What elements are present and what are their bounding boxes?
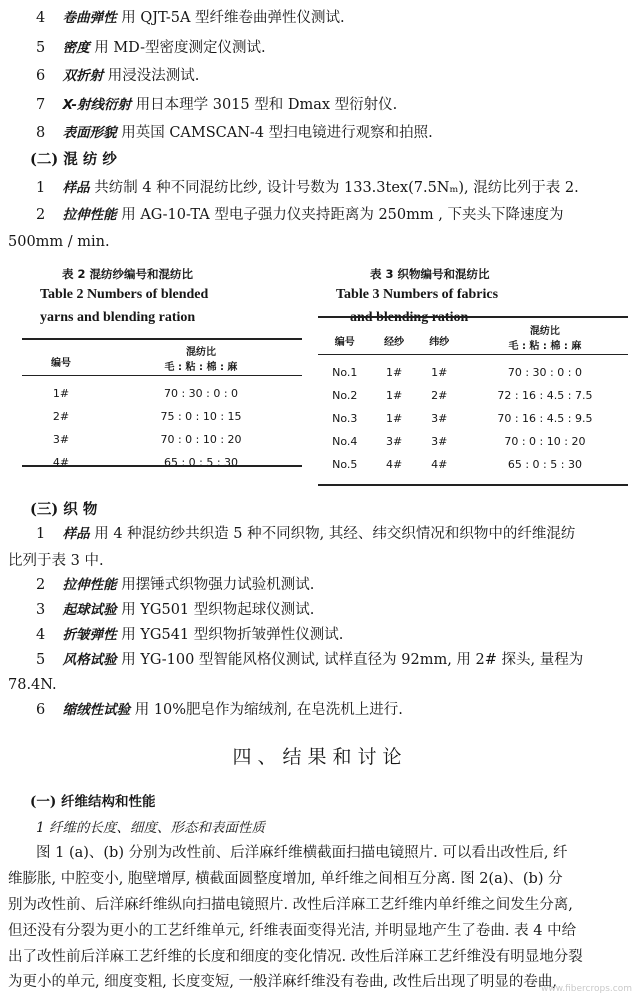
table-row: [318, 355, 628, 385]
table2: [22, 341, 302, 474]
fabric-item-2: [8, 575, 630, 595]
item-term: 样品: [62, 526, 90, 542]
method-item-8: [8, 123, 630, 143]
table2-bottom-rule: [22, 465, 302, 467]
paragraph-line-4: 但还没有分裂为更小的工艺纤维单元, 纤维表面变得光洁, 并明显地产生了卷曲. 表 4 中给: [8, 923, 577, 939]
item-text: 500mm / min.: [8, 234, 110, 250]
item-text: 用 10%肥皂作为缩绒剂, 在皂洗机上进行.: [134, 702, 403, 718]
table3-cell-weft: 3#: [431, 412, 448, 425]
item-text: 用 MD-型密度测定仪测试.: [94, 40, 266, 56]
table-row: [22, 428, 302, 451]
table2-cell-ratio: 65 : 0 : 5 : 30: [163, 456, 239, 469]
item-number: 2: [36, 207, 46, 223]
table3-caption-en-line1: Table 3 Numbers of fabrics: [336, 287, 499, 302]
item-term: X-射线衍射: [62, 97, 132, 113]
item-text: 用日本理学 3015 型和 Dmax 型衍射仪.: [135, 97, 398, 113]
item-term: 卷曲弹性: [62, 10, 117, 26]
item-number: 3: [36, 602, 46, 618]
watermark: www.fibercrops.com: [541, 984, 632, 994]
item-text: 用 AG-10-TA 型电子强力仪夹持距离为 250mm , 下夹头下降速度为: [121, 207, 564, 223]
item-number: 1: [36, 180, 46, 196]
item-term: 折皱弹性: [62, 627, 117, 643]
fabric-item-1: [8, 524, 630, 544]
item-text: 78.4N.: [8, 677, 57, 693]
table3-top-rule: [318, 316, 628, 318]
table3-header-row: [318, 320, 628, 355]
paragraph-line-5: 出了改性前后洋麻工艺纤维的长度和细度的变化情况. 改性后洋麻工艺纤维没有明显地分裂: [8, 949, 583, 965]
table2-cell-id: 1#: [52, 387, 70, 400]
table3-cell-ratio: 70 : 30 : 0 : 0: [507, 366, 582, 379]
item-text: 用 QJT-5A 型纤维卷曲弹性仪测试.: [121, 10, 345, 26]
item-number: 5: [36, 40, 46, 56]
table3-cell-id: No.1: [332, 366, 358, 379]
table2-header-id: 编号: [22, 341, 100, 376]
table3-cell-id: No.4: [332, 435, 358, 448]
fabric-item-1-cont: [8, 551, 630, 571]
paragraph-line-2: 维膨胀, 中腔变小, 胞壁增厚, 横截面圆整度增加, 单纤维之间相互分离. 图 2(a)、(b) 分: [8, 871, 563, 887]
table-row: [318, 384, 628, 407]
table3-cell-weft: 3#: [431, 435, 448, 448]
table3-cell-ratio: 70 : 16 : 4.5 : 9.5: [497, 412, 593, 425]
table-row: [318, 407, 628, 430]
fabric-item-3: [8, 600, 630, 620]
table3-header-id: 编号: [318, 320, 372, 355]
table3-cell-weft: 1#: [431, 366, 448, 379]
table3-header-warp: 经纱: [372, 320, 417, 355]
method-item-4: [8, 8, 630, 28]
table3-caption-cn: 表 3 织物编号和混纺比: [370, 267, 490, 281]
item-term: 起球试验: [62, 602, 117, 618]
item-text: 用英国 CAMSCAN-4 型扫电镜进行观察和拍照.: [121, 125, 433, 141]
table2-cell-ratio: 70 : 0 : 10 : 20: [160, 433, 242, 446]
method-item-6: [8, 66, 630, 86]
item-number: 6: [36, 68, 46, 84]
table3: [318, 320, 628, 476]
subsection-item-1: 1 纤维的长度、细度、形态和表面性质: [36, 820, 265, 836]
table2-cell-id: 2#: [52, 410, 70, 423]
item-text: 用摆锤式织物强力试验机测试.: [121, 577, 315, 593]
table3-cell-warp: 3#: [386, 435, 403, 448]
table2-cell-ratio: 70 : 30 : 0 : 0: [163, 387, 239, 400]
item-term: 缩绒性试验: [62, 702, 131, 718]
table3-caption-en-line2: and blending ration: [350, 310, 469, 325]
table3-cell-warp: 1#: [386, 412, 403, 425]
fabric-item-6: [8, 700, 630, 720]
table3-bottom-rule: [318, 484, 628, 486]
subsection-heading-fiber: (一) 纤维结构和性能: [30, 794, 156, 810]
item-number: 7: [36, 97, 46, 113]
item-term: 样品: [62, 180, 90, 196]
item-text: 用 YG541 型织物折皱弹性仪测试.: [121, 627, 344, 643]
item-text: 用浸没法测试.: [107, 68, 200, 84]
paragraph-line-6: 为更小的单元, 细度变粗, 长度变短, 一般洋麻纤维没有卷曲, 改性后出现了明显的卷曲,: [8, 974, 557, 990]
method-item-5: [8, 38, 630, 58]
fabric-item-5-cont: [8, 675, 630, 695]
table3-cell-id: No.5: [332, 458, 358, 471]
item-number: 8: [36, 125, 46, 141]
table3-cell-warp: 1#: [386, 366, 403, 379]
table-row: [318, 430, 628, 453]
item-number: 1: [36, 526, 46, 542]
method-item-7: [8, 95, 630, 115]
table-row: [22, 405, 302, 428]
blend-item-1: [8, 178, 630, 198]
table2-header-ratio: 混纺比 毛 : 粘 : 棉 : 麻: [100, 341, 302, 376]
item-term: 风格试验: [62, 652, 117, 668]
fabric-item-4: [8, 625, 630, 645]
table2-caption-cn: 表 2 混纺纱编号和混纺比: [62, 267, 194, 281]
item-number: 6: [36, 702, 46, 718]
table3-header-weft: 纬纱: [417, 320, 462, 355]
table3-cell-id: No.2: [332, 389, 358, 402]
table2-caption-en-line2: yarns and blending ration: [40, 310, 196, 325]
item-term: 表面形貌: [62, 125, 117, 141]
blend-item-2: [8, 205, 630, 225]
item-text: 用 YG501 型织物起球仪测试.: [121, 602, 315, 618]
item-text: 用 YG-100 型智能风格仪测试, 试样直径为 92mm, 用 2# 探头, 量程为: [121, 652, 584, 668]
paragraph-line-1: 图 1 (a)、(b) 分别为改性前、后洋麻纤维横截面扫描电镜照片. 可以看出改性后, 纤: [36, 845, 568, 861]
table2-cell-ratio: 75 : 0 : 10 : 15: [160, 410, 242, 423]
item-number: 2: [36, 577, 46, 593]
table3-cell-ratio: 70 : 0 : 10 : 20: [504, 435, 586, 448]
section-heading-blended-yarn: (二) 混 纺 纱: [30, 151, 117, 168]
table3-cell-warp: 4#: [386, 458, 403, 471]
item-number: 4: [36, 627, 46, 643]
section-heading-fabric: (三) 织 物: [30, 501, 98, 518]
table2-cell-id: 4#: [52, 456, 70, 469]
item-term: 密度: [62, 40, 90, 56]
table3-cell-id: No.3: [332, 412, 358, 425]
item-term: 拉伸性能: [62, 577, 117, 593]
fabric-item-5: [8, 650, 630, 670]
table2-caption-en-line1: Table 2 Numbers of blended: [40, 287, 209, 302]
paragraph-line-3: 别为改性前、后洋麻纤维纵向扫描电镜照片. 改性后洋麻工艺纤维内单纤维之间发生分离,: [8, 897, 573, 913]
blend-item-2-cont: [8, 232, 630, 252]
table3-cell-ratio: 65 : 0 : 5 : 30: [507, 458, 582, 471]
table2-cell-id: 3#: [52, 433, 70, 446]
table2-top-rule: [22, 338, 302, 340]
item-term: 双折射: [62, 68, 104, 84]
table3-cell-weft: 4#: [431, 458, 448, 471]
table3-header-ratio: 混纺比 毛 : 粘 : 棉 : 麻: [462, 320, 628, 355]
table-row: [22, 451, 302, 474]
table-row: [22, 376, 302, 406]
item-text: 共纺制 4 种不同混纺比纱, 设计号数为 133.3tex(7.5Nₘ), 混纺比列于表 2.: [94, 180, 579, 196]
table3-cell-weft: 2#: [431, 389, 448, 402]
item-text: 用 4 种混纺纱共织造 5 种不同织物, 其经、纬交织情况和织物中的纤维混纺: [94, 526, 576, 542]
section-title-results: 四、结果和讨论: [232, 746, 408, 768]
table-row: [318, 453, 628, 476]
table3-cell-ratio: 72 : 16 : 4.5 : 7.5: [497, 389, 593, 402]
item-text: 比列于表 3 中.: [8, 553, 104, 569]
table2-header-row: [22, 341, 302, 376]
item-term: 拉伸性能: [62, 207, 117, 223]
item-number: 4: [36, 10, 46, 26]
item-number: 5: [36, 652, 46, 668]
table3-cell-warp: 1#: [386, 389, 403, 402]
